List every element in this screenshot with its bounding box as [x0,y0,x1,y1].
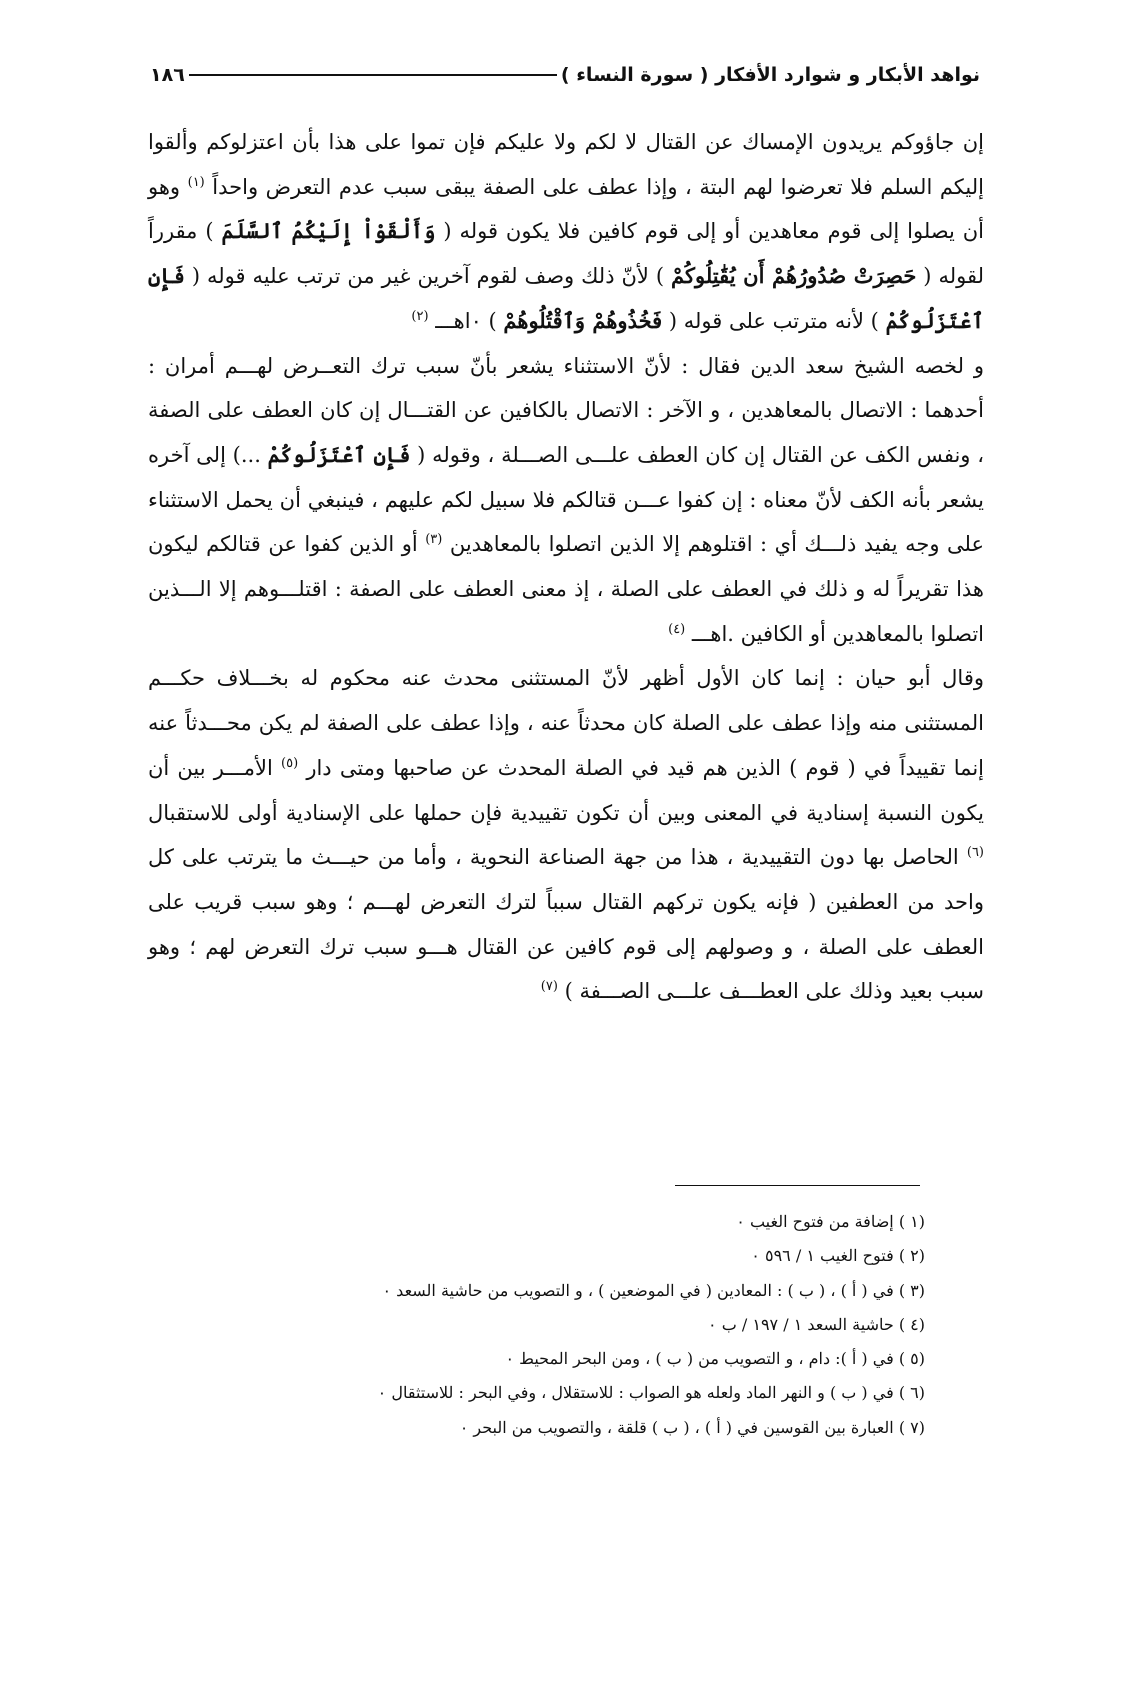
footnote-marker: (٣) [425,532,443,548]
header-title: نواهد الأبكار و شوارد الأفكار ( سورة النساء ) [560,64,980,86]
text-run: وهو أن يصلوا إلى قوم معاهدين أو إلى قوم كافين فلا يكون قوله ( [148,174,985,244]
page-number: ١٨٦ [150,64,185,86]
quran-quote: فَخُذُوهُمْ وَٱقْتُلُوهُمْ [503,307,663,333]
main-text [148,120,984,1014]
paragraph [148,656,984,1014]
footnote-marker: (٦) [966,845,984,861]
text-run: ) لأنه مترتب على قوله ( [662,308,886,333]
text-run: الحاصل بها دون التقييدية ، هذا من جهة الصناعة النحوية ، وأما من حيـــث ما يترتب على كل واحد من العطفين ( فإنه يكون تركهم القتال سبباً لترك التعرض لهـــم ؛ وهو سبب قريب على العطف على الصلة ، و وصولهم إلى قوم كافين عن القتال هـــو سبب ترك التعرض لهم ؛ وهو سبب بعيد وذلك على العطـــف علـــى الصـــفة ) [148,845,984,1004]
text-run: ...) إلى آخره يشعر بأنه الكف لأنّ معناه : إن كفوا عـــن قتالكم فلا سبيل لكم عليهم ، فينبغي أن يحمل الاستثناء على وجه يفيد ذلـــك أي : اقتلوهم إلا الذين اتصلوا بالمعاهدين [148,442,984,557]
footnote-separator [675,1185,920,1186]
footnote-marker: (٥) [281,755,299,771]
text-run: إن جاؤوكم يريدون الإمساك عن القتال لا لكم ولا عليكم فإن تموا على هذا بأن اعتزلوكم وألقوا إليكم السلم فلا تعرضوا لهم البتة ، وإذا عطف على الصفة يبقى سبب عدم التعرض واحداً [148,130,984,199]
quran-quote: فَإِنِ ٱعْتَزَلُوكُمْ [148,263,984,333]
footnote-marker: (٧) [540,979,558,995]
text-run: و لخصه الشيخ سعد الدين فقال : لأنّ الاستثناء يشعر بأنّ سبب ترك التعــرض لهـــم أمران : أحدهما : الاتصال بالمعاهدين ، و الآخر : الاتصال بالكافين عن القتـــال إن كان العطف على الصفة ، ونفس الكف عن القتال إن كان العطف علـــى الصـــلة ، وقوله ( [148,353,984,467]
footnote: (٧ ) العبارة بين القوسين في ( أ ) ، ( ب ) قلقة ، والتصويب من البحر ٠ [459,1417,925,1437]
paragraph [148,344,984,657]
footnote: (٢ ) فتوح الغيب ١ / ٥٩٦ ٠ [751,1246,925,1266]
footnote-marker: (١) [187,174,205,190]
footnote-marker: (٤) [668,621,686,637]
footnote: (٥ ) في ( أ ): دام ، و التصويب من ( ب ) ، ومن البحر المحيط ٠ [505,1349,925,1369]
text-run: أو الذين كفوا عن قتالكم ليكون هذا تقريراً له و ذلك في العطف على الصلة ، إذ معنى العطف على الصفة : اقتلـــوهم إلا الـــذين اتصلوا بالمعاهدين أو الكافين .اهـــ [148,532,984,646]
paragraph [148,120,984,344]
text-run: ) مقرراً لقوله ( [148,219,984,289]
footnote-marker: (٢) [411,308,429,324]
footnote: (١ ) إضافة من فتوح الغيب ٠ [736,1212,925,1231]
footnote: (٣ ) في ( أ ) ، ( ب ) : المعادين ( في الموضعين ) ، و التصويب من حاشية السعد ٠ [382,1280,925,1300]
header-rule [189,74,557,76]
quran-quote: حَصِرَتْ صُدُورُهُمْ أَن يُقَٰتِلُوكُمْ [671,263,917,289]
footnotes [165,1205,925,1445]
running-header [150,58,980,92]
text-run: وقال أبو حيان : إنما كان الأول أظهر لأنّ المستثنى محدث عنه محكوم له بخـــلاف حكـــم المستثنى منه وإذا عطف على الصلة كان محدثاً عنه ، وإذا عطف على الصفة لم يكن محـــدثاً عنه إنما تقييداً في ( قوم ) الذين هم قيد في الصلة المحدث عن صاحبها ومتى دار [148,666,984,780]
footnote: (٤ ) حاشية السعد ١ / ١٩٧ / ب ٠ [708,1314,925,1334]
footnote: (٦ ) في ( ب ) و النهر الماد ولعله هو الصواب : للاستقلال ، وفي البحر : للاستثقال ٠ [377,1383,925,1403]
text-run: ) ٠اهـــ [428,308,504,333]
quran-quote: فَإِنِ ٱعْتَزَلُوكُمْ [267,441,411,467]
quran-quote: وَأَلْقَوْاْ إِلَيْكُمُ ٱلسَّلَمَ [221,218,436,244]
text-run: الأمـــر بين أن يكون النسبة إسنادية في المعنى وبين أن تكون تقييدية فإن حملها على الإسنادية أولى للاستقبال [148,755,984,825]
text-run: ) لأنّ ذلك وصف لقوم آخرين غير من ترتب عليه قوله ( [184,264,672,289]
